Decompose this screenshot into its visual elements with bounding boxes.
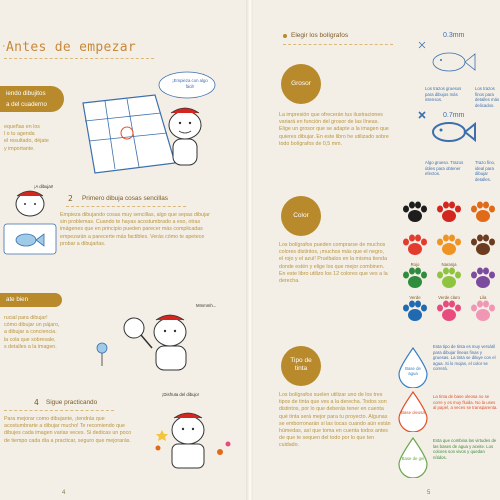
gel-drop-label: Base de gel (401, 456, 425, 461)
right-page-number: 5 (427, 490, 431, 496)
paw-swatch-label: Verde claro (438, 295, 460, 300)
paw-swatch-label: Verde (409, 295, 421, 300)
section4-rule (4, 410, 114, 411)
left-page-number: 4 (62, 490, 66, 496)
section4-body: Para mejorar como dibujante, ¡tendrás que acostumbrarte a dibujar mucho! Te recomiendo que dibujes cada imagen varias veces. Si dedicas un poco de tiempo cada día a practicar, seguro que mejorarás. (4, 416, 132, 444)
paw-swatch-label: Lila (479, 295, 487, 300)
paw-swatch (399, 233, 431, 265)
title-dot-icon (283, 34, 287, 38)
paw-icon (467, 299, 499, 323)
ink-drop-gel (395, 436, 431, 483)
grosor-caption-4: Trazo fino, ideal para dibujar detalles. (475, 160, 496, 182)
color-badge: Color (281, 196, 321, 236)
left-page (0, 0, 247, 500)
right-page-title: Elegir los bolígrafos (291, 32, 349, 39)
tinta-badge-line1: Tipo de (290, 357, 312, 364)
cat-drawing-fish-illustration (0, 180, 62, 260)
tinta-note-oil: La tinta de base oleosa no se corre y es muy fluida. No la uses al papel, a veces se transparenta. (433, 394, 498, 411)
section3-body: rucial para dibujar! cómo dibujar un pájaro, a dibujar a conciencia. la cola que sobresale, s detalles a la imagen. (4, 315, 60, 350)
section4-bubble-text: ¡Disfruta del dibujo! (162, 392, 200, 397)
paw-swatch (433, 266, 465, 298)
paw-icon (433, 200, 465, 224)
paw-swatch (433, 200, 465, 232)
section1-heading-line2: a del cuaderno (6, 101, 47, 108)
section1-tag (0, 86, 64, 112)
tinta-note-gel: Esta que combina las virtudes de las bases de agua y aceite. Los colores son vivos y quedan nítidos. (433, 438, 497, 460)
oil-drop-label: Base oleosa (401, 410, 425, 415)
section2-number: 2 (68, 194, 73, 203)
section4-number: 4 (34, 398, 39, 407)
cat-magnifier-illustration (86, 298, 236, 378)
paw-icon (467, 233, 499, 257)
section2-heading: Primero dibuja cosas sencillas (82, 195, 168, 202)
section2-rule (66, 206, 186, 207)
ink-drop-water (395, 346, 431, 393)
grosor-caption-2: Algo grueso. Trazos útiles para obtener efectos. (425, 160, 464, 177)
paw-swatch-label: Naranja (441, 262, 457, 267)
paw-icon (467, 200, 499, 224)
paw-icon (433, 266, 465, 290)
size-label-thick: 0.7mm (443, 112, 465, 119)
paw-swatch-grid (399, 200, 500, 330)
section3-hmm-text: Mmmmh... (196, 303, 217, 308)
tinta-body: Los bolígrafos suelen utilizar uno de los tres tipos de tinta que ves a la derecha. Todos son distintos, por lo que deberás tener en cuenta qué tinta será mejor para tu proyecto. Algunas se emborronarán si las tocas cuando aún están húmedas, así que toma en cuenta todos antes de que te sequen del todo por lo que ten cuidado. (279, 392, 391, 449)
paw-icon (399, 233, 431, 257)
section2-scribble-text: ¡A dibujar! (34, 184, 54, 189)
section3-tag: ate bien (0, 293, 62, 307)
paw-swatch (467, 266, 499, 298)
section4-heading: Sigue practicando (46, 399, 98, 406)
section2-body: Empieza dibujando cosas muy sencillas, algo que sepas dibujar sin problemas. Cuando te hayas acostumbrado a eso, otras imágenes que en principio pueden parecer más complicadas empezarán a parecerte más factibles. Verás cómo te apetece probar a dibujarlas. (60, 212, 210, 247)
grosor-badge: Grosor (281, 64, 321, 104)
paw-icon (399, 266, 431, 290)
paw-swatch (399, 200, 431, 232)
tinta-note-water: Esta tipo de tinta es muy versátil para dibujar líneas finas y gruesas. La tinta se diluye con el agua. Si lo mojas, el color se correrá. (433, 344, 496, 372)
paw-swatch (467, 299, 499, 331)
right-page (253, 0, 500, 500)
paw-icon (399, 200, 431, 224)
paw-swatch (467, 233, 499, 265)
grosor-caption-1: Los trazos gruesos para dibujos más intensos. (425, 86, 462, 103)
color-body: Los bolígrafos pueden comprarse de muchos colores distintos, ¡muchos más que el negro, el rojo y el azul! Pruébalos en la misma tienda donde estén y elige los que mejor combinen. En este libro utilizo los 12 colores que ves a la derecha. (279, 242, 388, 285)
paw-icon (433, 233, 465, 257)
cat-painting-illustration (148, 400, 243, 475)
water-drop-label: Base de agua (405, 366, 421, 376)
paw-icon (467, 266, 499, 290)
ink-drop-oil (395, 390, 431, 437)
paw-swatch-label: Rojo (410, 262, 420, 267)
tinta-badge-line2: tinta (294, 365, 308, 372)
section1-body: equeñas en los l o tu agenda el resultado, déjate y importante. (4, 124, 49, 152)
grosor-body: La impresión que ofrecerán tus ilustraciones variará en función del grosor de las líneas. Elige un grosor que se adapte a la imagen que quieres dibujar. En este libro he utilizado sobre todo bolígrafos de 0,5 mm. (279, 112, 389, 147)
paw-icon (433, 299, 465, 323)
right-title-rule (283, 44, 393, 45)
paw-swatch (433, 233, 465, 265)
section1-bubble-text: ¡Empieza con algo fácil! (172, 78, 208, 89)
notebook-cat-illustration (75, 65, 245, 175)
page-title: Antes de empezar (6, 40, 137, 55)
size-label-thin: 0.3mm (443, 32, 465, 39)
section1-heading-line1: iendo dibujitos (6, 90, 46, 97)
paw-swatch (399, 299, 431, 331)
paw-swatch (467, 200, 499, 232)
paw-icon (399, 299, 431, 323)
paw-swatch (433, 299, 465, 331)
paw-swatch (399, 266, 431, 298)
tinta-badge (281, 346, 321, 386)
bullet-icon: · (2, 40, 6, 52)
grosor-caption-3: Los trazos finos para detalles más delicados. (475, 86, 500, 108)
title-underline (4, 58, 154, 59)
